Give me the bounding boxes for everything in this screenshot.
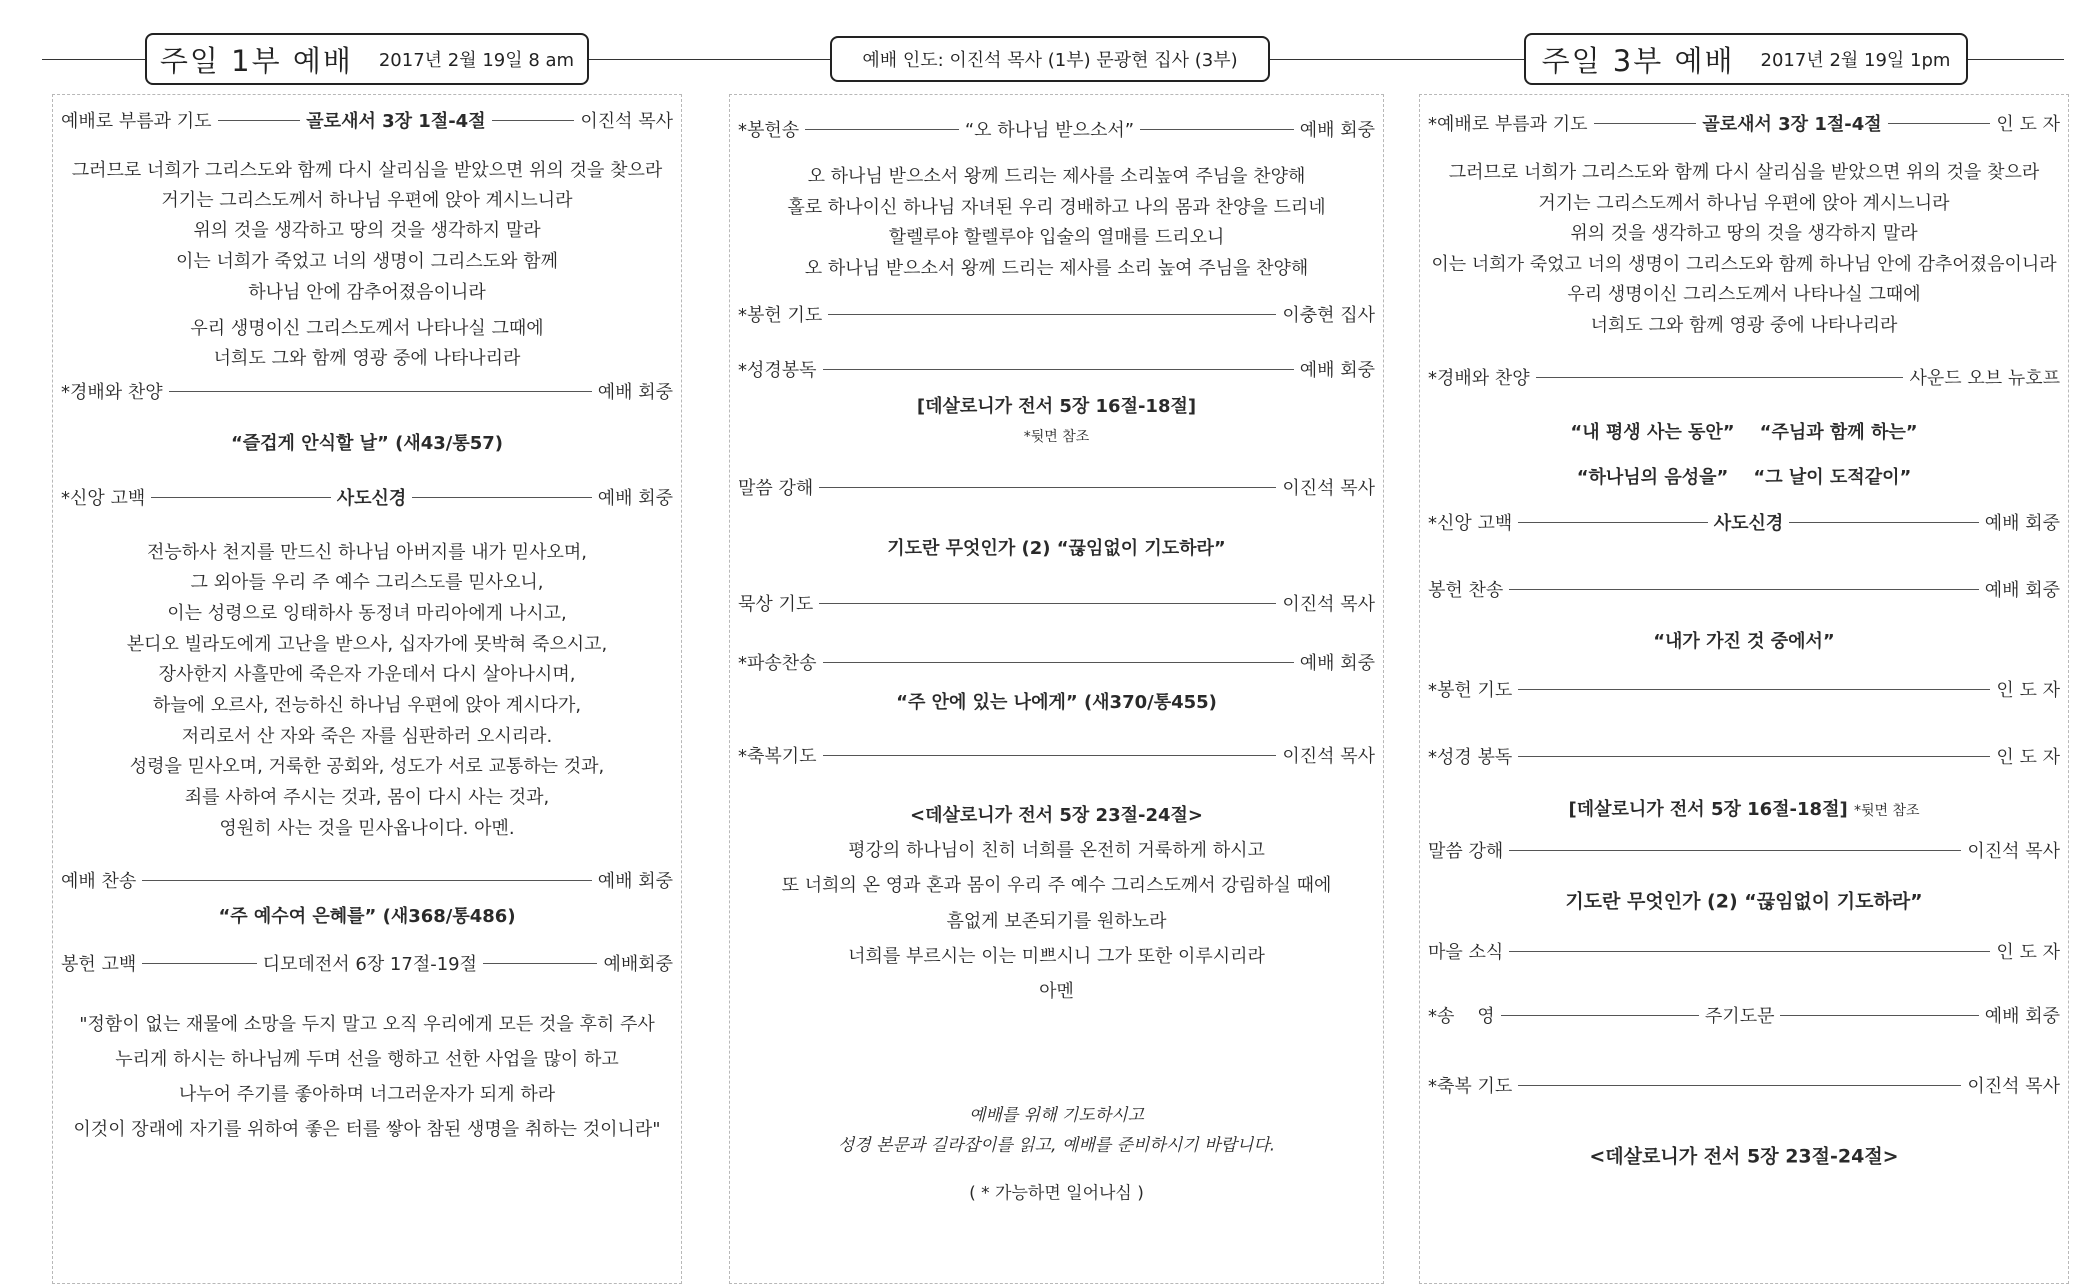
offering-confession-row: 봉헌 고백 디모데전서 6장 17절-19절 예배회중 xyxy=(61,954,673,975)
call-text-line: 거기는 그리스도께서 하나님 우편에 앉아 계시느니라 xyxy=(161,190,573,211)
doxology-row: *송 영 주기도문 예배 회중 xyxy=(1428,1006,2061,1027)
call-text-line: 그러므로 너희가 그리스도와 함께 다시 살리심을 받았으면 위의 것을 찾으라 xyxy=(1448,162,2040,183)
benediction-line: 너희를 부르시는 이는 미쁘시니 그가 또한 이루시리라 xyxy=(848,946,1265,967)
scripture-ref: [데살로니가 전서 5장 16절-18절] *뒷면 참조 xyxy=(1568,799,1920,820)
praise-songs-1: “내 평생 사는 동안” “주님과 함께 하는” xyxy=(1570,422,1918,443)
praise-row: *경배와 찬양 사운드 오브 뉴호프 xyxy=(1428,368,2060,389)
offering-hymn-row: 봉헌 찬송 예배 회중 xyxy=(1428,580,2060,601)
prepare-note-2: 성경 본문과 길라잡이를 읽고, 예배를 준비하시기 바랍니다. xyxy=(837,1135,1276,1156)
call-text-line: 위의 것을 생각하고 땅의 것을 생각하지 말라 xyxy=(193,220,541,241)
creed-line: 그 외아들 우리 주 예수 그리스도를 믿사오니, xyxy=(190,572,544,593)
creed-line: 죄를 사하여 주시는 것과, 몸이 다시 사는 것과, xyxy=(184,787,550,808)
call-to-worship-row: 예배로 부름과 기도 골로새서 3장 1절-4절 이진석 목사 xyxy=(61,111,674,132)
praise-songs-2: “하나님의 음성을” “그 날이 도적같이” xyxy=(1576,467,1912,488)
header-rule-right-1 xyxy=(1268,59,1524,60)
news-row: 마을 소식 인 도 자 xyxy=(1428,942,2060,963)
service1-column xyxy=(52,94,682,1284)
service3-title: 주일 3부 예배 xyxy=(1541,43,1735,78)
offering-text-line: 이것이 장래에 자기를 위하여 좋은 터를 쌓아 참된 생명을 취하는 것이니라" xyxy=(73,1119,661,1140)
offering-lyric-line: 오 하나님 받으소서 왕께 드리는 제사를 소리 높여 주님을 찬양해 xyxy=(804,258,1309,279)
creed-line: 전능하사 천지를 만드신 하나님 아버지를 내가 믿사오며, xyxy=(147,542,587,563)
benediction-row: *축복 기도 이진석 목사 xyxy=(1428,1076,2060,1097)
call-text-line: 우리 생명이신 그리스도께서 나타나실 그때에 xyxy=(1567,284,1921,305)
scripture-row: *성경 봉독 인 도 자 xyxy=(1428,747,2060,768)
sending-song-row: *파송찬송 예배 회중 xyxy=(738,653,1375,674)
hymn-row: 예배 찬송 예배 회중 xyxy=(61,871,673,892)
benediction-line: 아멘 xyxy=(1039,981,1074,1002)
praise-song: “즐겁게 안식할 날” (새43/통57) xyxy=(230,433,504,454)
offering-text-line: "정함이 없는 재물에 소망을 두지 말고 오직 우리에게 모든 것을 후히 주사 xyxy=(79,1014,655,1035)
header-guide-box xyxy=(830,36,1270,82)
call-text-line: 너희도 그와 함께 영광 중에 나타나리라 xyxy=(213,348,521,369)
creed-row: *신앙 고백 사도신경 예배 회중 xyxy=(1428,513,2060,534)
call-to-worship-row: *예배로 부름과 기도 골로새서 3장 1절-4절 인 도 자 xyxy=(1428,114,2061,135)
call-text-line: 우리 생명이신 그리스도께서 나타나실 그때에 xyxy=(190,318,544,339)
header-service1-box xyxy=(145,33,589,85)
benediction-line: 흠없게 보존되기를 원하노라 xyxy=(946,911,1167,932)
benediction-line: 또 너희의 온 영과 혼과 몸이 우리 주 예수 그리스도께서 강림하실 때에 xyxy=(781,875,1332,896)
offering-lyric-line: 홀로 하나이신 하나님 자녀된 우리 경배하고 나의 몸과 찬양을 드리네 xyxy=(787,197,1326,218)
benediction-ref: <데살로니가 전서 5장 23절-24절> xyxy=(1589,1145,1899,1168)
sermon-row: 말씀 강해 이진석 목사 xyxy=(738,478,1375,499)
creed-line: 성령을 믿사오며, 거룩한 공회와, 성도가 서로 교통하는 것과, xyxy=(129,756,605,777)
header-service3-box xyxy=(1524,33,1968,85)
service3-column xyxy=(1419,94,2069,1284)
creed-line: 장사한지 사흘만에 죽은자 가운데서 다시 살아나시며, xyxy=(158,664,576,685)
header-rule-left-1 xyxy=(42,59,146,60)
scripture-row: *성경봉독 예배 회중 xyxy=(738,360,1375,381)
silent-prayer-row: 묵상 기도 이진석 목사 xyxy=(738,594,1375,615)
creed-row: *신앙 고백 사도신경 예배 회중 xyxy=(61,488,673,509)
offering-lyric-line: 오 하나님 받으소서 왕께 드리는 제사를 소리높여 주님을 찬양해 xyxy=(807,166,1306,187)
call-text-line: 너희도 그와 함께 영광 중에 나타나리라 xyxy=(1590,315,1898,336)
creed-line: 이는 성령으로 잉태하사 동정녀 마리아에게 나시고, xyxy=(167,603,567,624)
header-rule-right-2 xyxy=(1968,59,2064,60)
offering-hymn-song: “내가 가진 것 중에서” xyxy=(1653,631,1835,652)
worship-guide: 예배 인도: 이진석 목사 (1부) 문광현 집사 (3부) xyxy=(862,50,1238,71)
sermon-title: 기도란 무엇인가 (2) “끊임없이 기도하라” xyxy=(887,538,1226,559)
creed-line: 하늘에 오르사, 전능하신 하나님 우편에 앉아 계시다가, xyxy=(152,695,582,716)
scripture-ref: [데살로니가 전서 5장 16절-18절] xyxy=(916,396,1197,417)
benediction-ref: <데살로니가 전서 5장 23절-24절> xyxy=(910,805,1203,826)
offering-song-row: *봉헌송 “오 하나님 받으소서” 예배 회중 xyxy=(738,120,1375,141)
service1-title: 주일 1부 예배 xyxy=(159,43,353,78)
order-column xyxy=(729,94,1384,1284)
sermon-row: 말씀 강해 이진석 목사 xyxy=(1428,841,2060,862)
call-text-line: 위의 것을 생각하고 땅의 것을 생각하지 말라 xyxy=(1570,223,1918,244)
benediction-line: 평강의 하나님이 친히 너희를 온전히 거룩하게 하시고 xyxy=(848,840,1265,861)
scripture-note: *뒷면 참조 xyxy=(1853,803,1920,819)
offering-prayer-row: *봉헌 기도 인 도 자 xyxy=(1428,680,2060,701)
call-text-line: 거기는 그리스도께서 하나님 우편에 앉아 계시느니라 xyxy=(1538,193,1950,214)
creed-line: 본디오 빌라도에게 고난을 받으사, 십자가에 못박혀 죽으시고, xyxy=(126,634,608,655)
sermon-title: 기도란 무엇인가 (2) “끊임없이 기도하라” xyxy=(1565,890,1923,913)
call-text-line: 하나님 안에 감추어졌음이니라 xyxy=(248,282,486,303)
call-text-line: 이는 너희가 죽었고 너의 생명이 그리스도와 함께 xyxy=(175,251,559,272)
offering-text-line: 누리게 하시는 하나님께 두며 선을 행하고 선한 사업을 많이 하고 xyxy=(115,1049,619,1070)
call-text-line: 이는 너희가 죽었고 너의 생명이 그리스도와 함께 하나님 안에 감추어졌음이니라 xyxy=(1431,254,2057,275)
service3-date: 2017년 2월 19일 1pm xyxy=(1760,50,1951,71)
scripture-note: *뒷면 참조 xyxy=(1023,429,1090,445)
offering-prayer-row: *봉헌 기도 이충현 집사 xyxy=(738,305,1375,326)
benediction-row: *축복기도 이진석 목사 xyxy=(738,746,1375,767)
offering-text-line: 나누어 주기를 좋아하며 너그러운자가 되게 하라 xyxy=(178,1084,556,1105)
prepare-note-1: 예배를 위해 기도하시고 xyxy=(968,1105,1145,1126)
standing-note: ( * 가능하면 일어나심 ) xyxy=(969,1183,1144,1204)
creed-line: 저리로서 산 자와 죽은 자를 심판하러 오시리라. xyxy=(181,726,553,747)
header-rule-left-2 xyxy=(588,59,830,60)
hymn-song: “주 예수여 은혜를” (새368/통486) xyxy=(218,906,516,927)
creed-line: 영원히 사는 것을 믿사옵나이다. 아멘. xyxy=(219,818,515,839)
praise-row: *경배와 찬양 예배 회중 xyxy=(61,382,673,403)
offering-lyric-line: 할렐루야 할렐루야 입술의 열매를 드리오니 xyxy=(888,227,1225,248)
call-text-line: 그러므로 너희가 그리스도와 함께 다시 살리심을 받았으면 위의 것을 찾으라 xyxy=(71,160,663,181)
sending-song-title: “주 안에 있는 나에게” (새370/통455) xyxy=(896,692,1217,713)
service1-date: 2017년 2월 19일 8 am xyxy=(378,50,575,71)
